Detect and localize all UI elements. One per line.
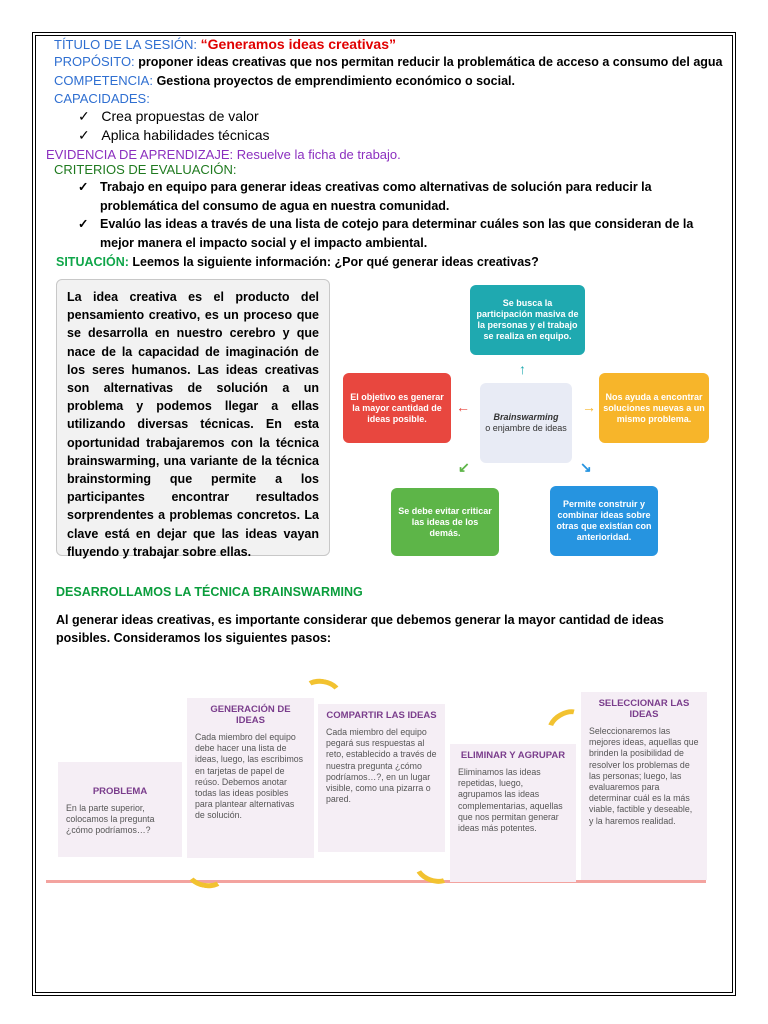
diagram-right-box: Nos ayuda a encontrar soluciones nuevas a un mismo problema. <box>599 373 709 443</box>
diagram-bottom-right-box: Permite construir y combinar ideas sobre otras que existían con anterioridad. <box>550 486 658 556</box>
step-card-generacion <box>187 698 314 858</box>
step-body: Cada miembro del equipo debe hacer una lista de ideas, luego, las escribimos en tarjetas de papel de reúso. Debemos anotar todas las ideas posibles para plantear alternativas de solución. <box>195 732 304 821</box>
arrow-right-icon: → <box>582 399 596 415</box>
competence-value: Gestiona proyectos de emprendimiento económico o social. <box>156 74 515 88</box>
criterion-item: ✓ Trabajo en equipo para generar ideas creativas como alternativas de solución para reducir la problemática del consumo de agua en nuestra comunidad. <box>78 180 652 213</box>
step-card-seleccionar <box>581 692 707 880</box>
competence-label: COMPETENCIA: <box>54 73 157 88</box>
session-title-label: TÍTULO DE LA SESIÓN: <box>54 37 201 52</box>
steps-diagram <box>46 665 716 895</box>
step-body: Eliminamos las ideas repetidas, luego, agrupamos las ideas complementarias, aquellas que nos permitan generar ideas más potentes. <box>458 767 563 834</box>
diagram-bottom-left-box: Se debe evitar criticar las ideas de los demás. <box>391 488 499 556</box>
session-title-line <box>54 36 396 53</box>
step-card-compartir <box>318 704 445 852</box>
step-title: GENERACIÓN DE IDEAS <box>210 704 291 726</box>
diagram-left-box: El objetivo es generar la mayor cantidad de ideas posible. <box>343 373 451 443</box>
step-card-eliminar <box>450 744 576 882</box>
step-body: En la parte superior, colocamos la pregunta ¿cómo podríamos…? <box>66 803 155 836</box>
criteria-label: CRITERIOS DE EVALUACIÓN: <box>54 162 237 177</box>
steps-bottom-line <box>46 880 706 883</box>
section-paragraph: Al generar ideas creativas, es importante considerar que debemos generar la mayor cantidad de ideas posibles. Consideramos los siguientes pasos: <box>56 613 664 645</box>
arrow-up-icon: ↑ <box>519 361 526 377</box>
step-body: Cada miembro del equipo pegará sus respuestas al reto, establecido a través de nuestra pregunta ¿cómo podríamos…?, en un lugar visible, como una pizarra o pared. <box>326 727 437 805</box>
arrow-left-icon: ← <box>456 399 470 415</box>
step-body: Seleccionaremos las mejores ideas, aquellas que brinden la posibilidad de resolver los problemas de las personas; luego, las evaluaremos para determinar cuál es la más viable, factible y deseable, y la haremos realidad. <box>589 726 699 826</box>
criterion-item: ✓ Evalúo las ideas a través de una lista de cotejo para determinar cuáles son las que consideran de la mejor manera el impacto social y el impacto ambiental. <box>78 217 694 250</box>
curved-arrow-icon <box>184 857 228 892</box>
evidence-label: EVIDENCIA DE APRENDIZAJE: <box>46 147 237 162</box>
situation-label: SITUACIÓN: <box>56 255 133 269</box>
situation-value: Leemos la siguiente información: ¿Por qué generar ideas creativas? <box>132 255 539 269</box>
session-title-value: “Generamos ideas creativas” <box>200 36 396 52</box>
step-title: SELECCIONAR LAS IDEAS <box>598 698 690 720</box>
diagram-center-subtitle: o enjambre de ideas <box>485 423 567 433</box>
arrow-down-right-icon: ↘ <box>580 459 592 475</box>
situation-line <box>56 254 539 270</box>
purpose-label: PROPÓSITO: <box>54 54 139 69</box>
evidence-line <box>46 147 401 163</box>
creative-idea-textbox: La idea creativa es el producto del pensamiento creativo, es un proceso que se desarrolla en nuestro cerebro y que nace de la capacidad de imaginación de los seres humanos. Las ideas creativas son alternativas de solución a un problema y podemos llegar a ellas utilizando diversas técnicas. En esta oportunidad trabajaremos con la técnica brainswarming, una variante de la técnica brainstorming que permite a los participantes encontrar resultados sorprendentes a problemas concretos. La clave está en dejar que las ideas vayan fluyendo y trabajar sobre ellas. <box>56 279 330 556</box>
purpose-value: proponer ideas creativas que nos permitan reducir la problemática de acceso a consumo del agua <box>138 55 723 69</box>
purpose-line <box>54 54 723 70</box>
capacities-label: CAPACIDADES: <box>54 91 150 106</box>
evidence-value: Resuelve la ficha de trabajo. <box>236 147 401 162</box>
capacity-item: ✓ Aplica habilidades técnicas <box>78 127 270 143</box>
section-title: DESARROLLAMOS LA TÉCNICA BRAINSWARMING <box>56 585 363 599</box>
diagram-center <box>480 383 572 463</box>
competence-line <box>54 73 515 89</box>
arrow-down-left-icon: ↙ <box>458 459 470 475</box>
capacity-item: ✓ Crea propuestas de valor <box>78 108 259 124</box>
brainswarming-diagram <box>338 283 716 556</box>
diagram-top-box: Se busca la participación masiva de la personas y el trabajo se realiza en equipo. <box>470 285 585 355</box>
step-title: ELIMINAR Y AGRUPAR <box>460 750 566 761</box>
diagram-center-title: Brainswarming <box>493 412 559 422</box>
step-title: COMPARTIR LAS IDEAS <box>326 710 437 721</box>
step-title: PROBLEMA <box>92 786 148 797</box>
step-card-problema <box>58 762 182 857</box>
